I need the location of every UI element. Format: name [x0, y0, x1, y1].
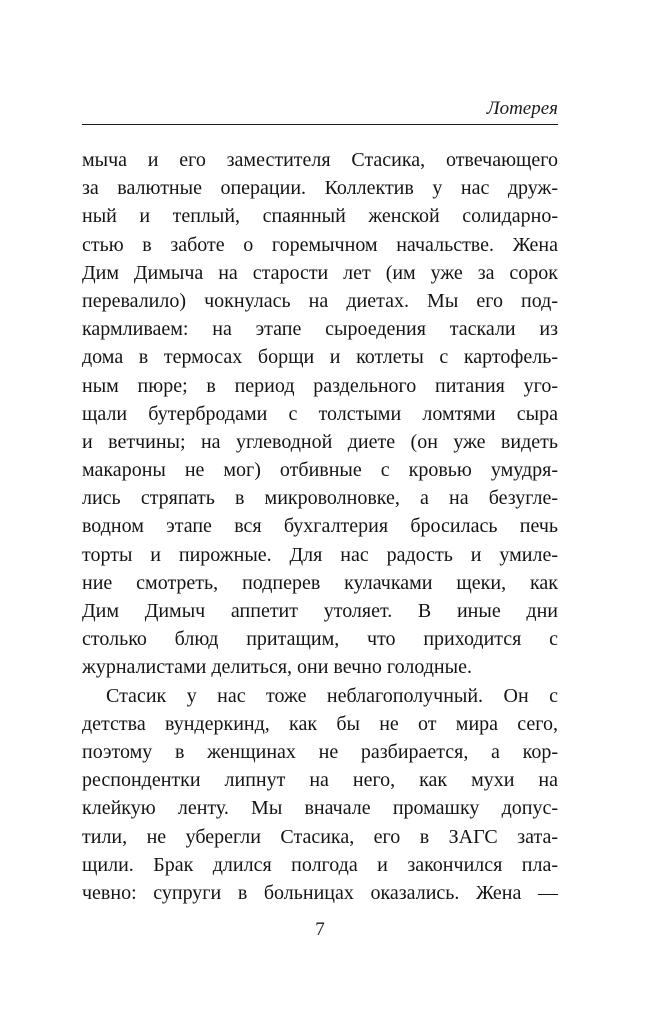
running-header-title: Лотерея: [486, 98, 558, 119]
text-column: [82, 0, 558, 941]
text-line: кармливаем: на этапе сыроедения таскали из: [82, 318, 558, 341]
text-line: клейкую ленту. Мы вначале промашку допус-: [82, 797, 558, 820]
text-line: Дим Димыча на старости лет (им уже за сорок: [82, 261, 558, 284]
running-header: [82, 0, 558, 119]
body-text: [82, 146, 558, 907]
text-line: щили. Брак длился полгода и закончился пла-: [82, 853, 558, 876]
text-line: за валютные операции. Коллектив у нас друж-: [82, 177, 558, 200]
text-line: дома в термосах борщи и котлеты с картофель-: [82, 346, 558, 369]
header-rule: [82, 124, 558, 125]
text-line: журналистами делиться, они вечно голодные.: [82, 656, 472, 679]
text-line: макароны не мог) отбивные с кровью умудря-: [82, 459, 558, 482]
text-line: ным пюре; в период раздельного питания уго-: [82, 374, 558, 397]
text-line: торты и пирожные. Для нас радость и умиле-: [82, 543, 558, 566]
text-line: ние смотреть, подперев кулачками щеки, как: [82, 571, 558, 594]
text-line: мыча и его заместителя Стасика, отвечающего: [82, 149, 558, 171]
text-line: столько блюд притащим, что приходится с: [82, 628, 558, 651]
text-line: чевно: супруги в больницах оказались. Жена —: [82, 881, 558, 904]
text-line: стью в заботе о горемычном начальстве. Жена: [82, 233, 558, 256]
text-line: щали бутербродами с толстыми ломтями сыра: [82, 402, 558, 425]
text-line: Дим Димыч аппетит утоляет. В иные дни: [82, 600, 558, 622]
text-line: лись стряпать в микроволновке, а на безугле-: [82, 487, 558, 510]
text-line: поэтому в женщинах не разбирается, а кор-: [82, 740, 558, 763]
text-line: детства вундеркинд, как бы не от мира сего,: [82, 712, 558, 735]
text-line: Стасик у нас тоже неблагополучный. Он с: [106, 684, 558, 707]
text-line: ный и теплый, спаянный женской солидарно-: [82, 205, 558, 228]
text-line: тили, не уберегли Стасика, его в ЗАГС зата-: [82, 825, 558, 848]
text-line: и ветчины; на углеводной диете (он уже видеть: [82, 430, 558, 453]
text-line: перевалило) чокнулась на диетах. Мы его под-: [82, 289, 558, 312]
page-number: 7: [315, 919, 325, 941]
text-line: водном этапе вся бухгалтерия бросилась печь: [82, 515, 558, 538]
text-line: респондентки липнут на него, как мухи на: [82, 769, 558, 792]
